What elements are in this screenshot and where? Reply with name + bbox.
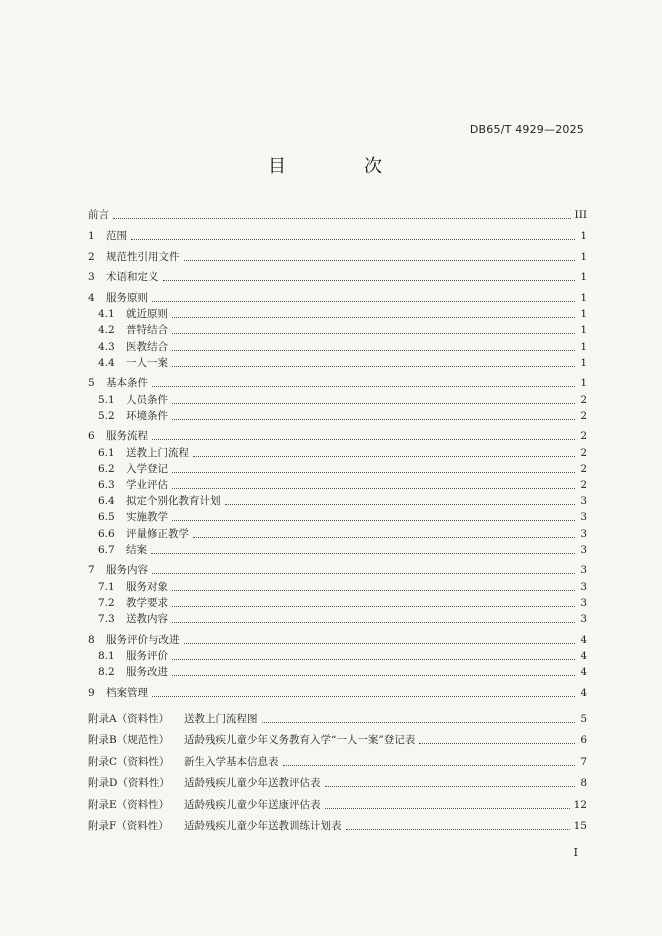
toc-entry-number: 附录F（资料性） xyxy=(88,820,169,833)
toc-entry[interactable] xyxy=(88,524,587,540)
toc-leader-dots xyxy=(184,643,576,644)
toc-entry[interactable] xyxy=(88,684,587,700)
toc-leader-dots xyxy=(193,537,575,538)
toc-entry-page: III xyxy=(574,209,587,222)
toc-leader-dots xyxy=(325,808,570,809)
toc-entry[interactable] xyxy=(88,508,587,524)
toc-entry[interactable] xyxy=(88,390,587,406)
toc-leader-dots xyxy=(163,280,576,281)
toc-appendix-entry[interactable] xyxy=(88,769,587,791)
toc-leader-dots xyxy=(172,419,575,420)
toc-entry-number: 附录D（资料性） xyxy=(88,777,170,790)
toc-entry[interactable] xyxy=(88,610,587,626)
toc-entry[interactable] xyxy=(88,631,587,647)
toc-entry-number: 5.1 xyxy=(98,393,115,406)
toc-entry[interactable] xyxy=(88,427,587,443)
page-number: I xyxy=(573,846,578,859)
toc-entry-page: 4 xyxy=(580,666,587,679)
toc-entry-label: 入学登记 xyxy=(126,462,168,475)
toc-entry-label: 档案管理 xyxy=(106,686,148,699)
toc-entry-number: 附录E（资料性） xyxy=(88,798,170,811)
toc-entry-label: 环境条件 xyxy=(126,409,168,422)
toc-entry[interactable] xyxy=(88,443,587,459)
toc-entry-label: 人员条件 xyxy=(126,393,168,406)
toc-leader-dots xyxy=(172,520,575,521)
toc-entry[interactable] xyxy=(88,577,587,593)
toc-entry-page: 4 xyxy=(580,686,587,699)
toc-entry-page: 3 xyxy=(580,564,587,577)
toc-entry-page: 3 xyxy=(580,511,587,524)
toc-entry-label: 范围 xyxy=(106,229,127,242)
toc-entry-number: 4 xyxy=(88,291,95,304)
toc-entry-number: 4.1 xyxy=(98,308,115,321)
toc-leader-dots xyxy=(262,722,576,723)
toc-entry-number: 5 xyxy=(88,377,95,390)
toc-leader-dots xyxy=(131,239,575,240)
toc-entry[interactable] xyxy=(88,247,587,263)
toc-entry-label: 服务改进 xyxy=(126,666,168,679)
toc-leader-dots xyxy=(346,829,570,830)
toc-leader-dots xyxy=(193,456,575,457)
toc-leader-dots xyxy=(152,573,575,574)
toc-entry-number: 6.2 xyxy=(98,462,115,475)
toc-entry-page: 1 xyxy=(580,308,587,321)
toc-entry-number: 7 xyxy=(88,564,95,577)
toc-entry-page: 6 xyxy=(580,734,587,747)
toc-entry-number: 5.2 xyxy=(98,409,115,422)
toc-leader-dots xyxy=(172,659,575,660)
toc-leader-dots xyxy=(172,333,575,334)
toc-leader-dots xyxy=(172,590,575,591)
toc-entry-label: 适龄残疾儿童少年送康评估表 xyxy=(184,798,321,811)
toc-entry-number: 6.7 xyxy=(98,543,115,556)
toc-entry[interactable] xyxy=(88,407,587,423)
toc-entry-page: 1 xyxy=(580,291,587,304)
toc-entry-number: 4.3 xyxy=(98,340,115,353)
document-code: DB65/T 4929—2025 xyxy=(469,123,584,136)
toc-entry-page: 1 xyxy=(580,356,587,369)
toc-leader-dots xyxy=(225,504,576,505)
toc-entry-page: 2 xyxy=(580,393,587,406)
toc-entry-label: 送教内容 xyxy=(126,613,168,625)
toc-entry-number: 6 xyxy=(88,430,95,443)
toc-entry-label: 就近原则 xyxy=(126,308,168,321)
toc-entry-page: 3 xyxy=(580,596,587,609)
toc-entry-label: 服务评价 xyxy=(126,649,168,662)
toc-entry-label: 实施教学 xyxy=(126,511,168,524)
toc-entry[interactable] xyxy=(88,305,587,321)
toc-appendix-entry[interactable] xyxy=(88,812,587,834)
toc-entry-page: 1 xyxy=(580,250,587,263)
toc-entry-number: 4.4 xyxy=(98,356,115,369)
toc-leader-dots xyxy=(152,386,575,387)
table-of-contents xyxy=(88,206,587,833)
toc-leader-dots xyxy=(172,488,575,489)
toc-entry-page: 3 xyxy=(580,527,587,540)
toc-entry-number: 附录A（资料性） xyxy=(88,712,170,725)
toc-leader-dots xyxy=(325,786,576,787)
toc-entry-page: 1 xyxy=(580,377,587,390)
toc-entry-number: 7.2 xyxy=(98,596,115,609)
toc-entry-label: 教学要求 xyxy=(126,596,168,609)
toc-entry-label: 普特结合 xyxy=(126,324,168,337)
toc-leader-dots xyxy=(172,366,575,367)
toc-entry-label: 服务评价与改进 xyxy=(106,633,180,646)
toc-leader-dots xyxy=(172,472,575,473)
toc-entry-label: 结案 xyxy=(126,543,147,556)
toc-entry-number: 6.4 xyxy=(98,495,115,508)
toc-leader-dots xyxy=(113,218,571,219)
toc-entry[interactable] xyxy=(88,492,587,508)
toc-entry-number: 6.6 xyxy=(98,527,115,540)
toc-entry[interactable] xyxy=(88,541,587,557)
toc-leader-dots xyxy=(152,696,575,697)
toc-entry-label: 适龄残疾儿童少年义务教育入学“一人一案”登记表 xyxy=(184,734,416,747)
toc-leader-dots xyxy=(152,301,575,302)
toc-entry-label: 送教上门流程图 xyxy=(184,712,258,725)
toc-entry-page: 2 xyxy=(580,462,587,475)
toc-entry-number: 附录C（资料性） xyxy=(88,755,170,768)
toc-entry-number: 3 xyxy=(88,271,95,284)
toc-entry-page: 1 xyxy=(580,229,587,242)
toc-entry[interactable] xyxy=(88,647,587,663)
toc-entry-page: 3 xyxy=(580,543,587,556)
toc-entry-label: 评量修正教学 xyxy=(126,527,189,540)
toc-entry-label: 服务流程 xyxy=(106,430,148,443)
toc-entry-page: 12 xyxy=(573,798,587,811)
toc-leader-dots xyxy=(151,553,575,554)
toc-entry[interactable] xyxy=(88,561,587,577)
toc-entry-page: 7 xyxy=(580,755,587,768)
toc-entry-page: 8 xyxy=(580,777,587,790)
toc-leader-dots xyxy=(172,403,575,404)
toc-entry[interactable] xyxy=(88,321,587,337)
toc-entry-number: 6.1 xyxy=(98,446,115,459)
toc-entry[interactable] xyxy=(88,337,587,353)
toc-entry-label: 适龄残疾儿童少年送教训练计划表 xyxy=(184,820,342,833)
toc-entry-number: 附录B（规范性） xyxy=(88,734,170,747)
toc-entry-label: 服务内容 xyxy=(106,564,148,577)
toc-entry-page: 2 xyxy=(580,479,587,491)
toc-leader-dots xyxy=(184,260,576,261)
toc-appendix-entry[interactable] xyxy=(88,790,587,812)
toc-entry-label: 一人一案 xyxy=(126,356,168,369)
toc-entry-number: 6.5 xyxy=(98,511,115,524)
toc-entry-label: 适龄残疾儿童少年送教评估表 xyxy=(184,777,321,790)
toc-entry-page: 4 xyxy=(580,649,587,662)
toc-entry-label: 服务对象 xyxy=(126,580,168,593)
toc-leader-dots xyxy=(172,622,575,623)
toc-entry-page: 5 xyxy=(580,712,587,725)
toc-entry[interactable] xyxy=(88,476,587,492)
toc-entry-page: 1 xyxy=(580,340,587,353)
toc-entry-page: 3 xyxy=(580,613,587,625)
toc-entry[interactable] xyxy=(88,227,587,243)
toc-entry-number: 2 xyxy=(88,250,95,263)
toc-entry-page: 2 xyxy=(580,409,587,422)
toc-entry-number: 7.1 xyxy=(98,580,115,593)
toc-entry-page: 3 xyxy=(580,580,587,593)
toc-leader-dots xyxy=(172,606,575,607)
toc-entry-page: 15 xyxy=(573,820,587,833)
toc-entry-page: 4 xyxy=(580,633,587,646)
toc-entry-number: 8.2 xyxy=(98,666,115,679)
toc-appendix-entry[interactable] xyxy=(88,704,587,726)
page-title: 目 次 xyxy=(268,156,412,177)
toc-entry[interactable] xyxy=(88,374,587,390)
toc-entry[interactable] xyxy=(88,594,587,610)
toc-entry[interactable] xyxy=(88,354,587,370)
toc-entry-number: 8.1 xyxy=(98,649,115,662)
toc-entry[interactable] xyxy=(88,663,587,679)
toc-leader-dots xyxy=(172,350,575,351)
toc-entry-label: 新生入学基本信息表 xyxy=(184,755,279,768)
toc-entry-label: 学业评估 xyxy=(126,479,168,491)
toc-entry[interactable] xyxy=(88,289,587,305)
toc-appendix-entry[interactable] xyxy=(88,726,587,748)
toc-entry-label: 规范性引用文件 xyxy=(106,250,180,263)
toc-entry-page: 1 xyxy=(580,324,587,337)
toc-leader-dots xyxy=(419,743,575,744)
toc-entry-page: 2 xyxy=(580,430,587,443)
toc-entry-number: 4.2 xyxy=(98,324,115,337)
toc-entry-number: 7.3 xyxy=(98,613,115,625)
toc-entry-page: 3 xyxy=(580,495,587,508)
toc-entry-label: 服务原则 xyxy=(106,291,148,304)
toc-entry-page: 1 xyxy=(580,271,587,284)
toc-entry-number: 1 xyxy=(88,229,95,242)
toc-entry[interactable] xyxy=(88,206,587,222)
toc-entry-label: 前言 xyxy=(88,209,109,222)
toc-appendix-entry[interactable] xyxy=(88,747,587,769)
toc-leader-dots xyxy=(283,765,576,766)
toc-entry[interactable] xyxy=(88,268,587,284)
toc-entry-label: 医教结合 xyxy=(126,340,168,353)
toc-entry-page: 2 xyxy=(580,446,587,459)
toc-entry-number: 6.3 xyxy=(98,479,115,491)
toc-entry-label: 拟定个别化教育计划 xyxy=(126,495,221,508)
toc-entry-label: 术语和定义 xyxy=(106,271,159,284)
toc-entry-label: 送教上门流程 xyxy=(126,446,189,459)
toc-entry[interactable] xyxy=(88,460,587,476)
toc-leader-dots xyxy=(172,675,575,676)
toc-entry-number: 8 xyxy=(88,633,95,646)
toc-leader-dots xyxy=(172,317,575,318)
toc-entry-label: 基本条件 xyxy=(106,377,148,390)
toc-leader-dots xyxy=(152,439,575,440)
toc-entry-number: 9 xyxy=(88,686,95,699)
